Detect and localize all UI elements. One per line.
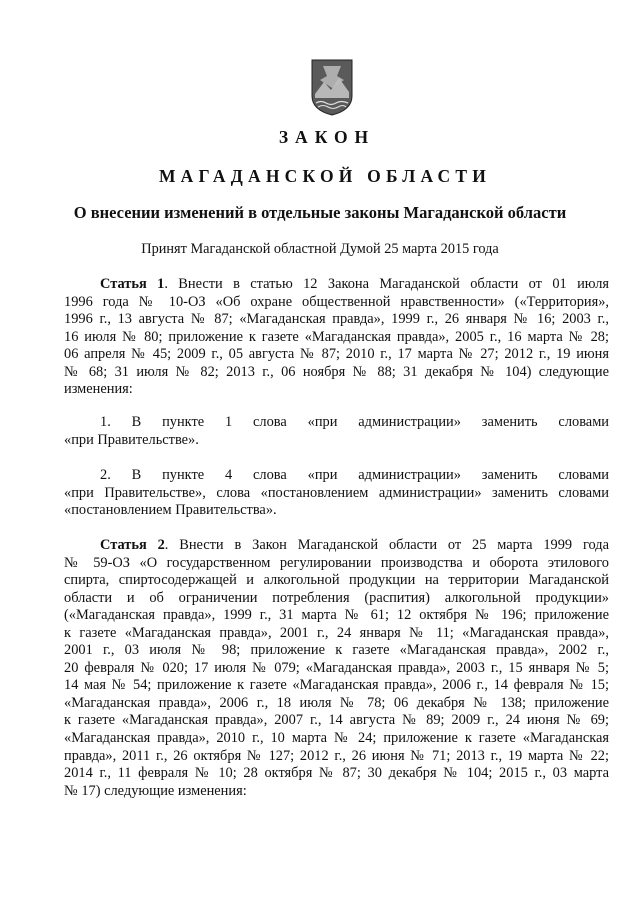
- article-1-item-2: [64, 467, 609, 520]
- article-2-line: «Магаданская правда», 2010 г., 10 марта № 24; приложение к газете «Магаданская: [64, 730, 609, 747]
- article-1-line: 1996 г., 13 августа № 87; «Магаданская правда», 1999 г., 26 января № 16; 2003 г.,: [64, 311, 609, 328]
- article-1-line: 16 июля № 80; приложение к газете «Магаданская правда», 2005 г., 16 марта № 28;: [64, 328, 609, 345]
- article-2-line: 20 февраля № 020; 17 июля № 079; «Магаданская правда», 2003 г., 15 января № 5;: [64, 659, 609, 676]
- article-2-label: Статья 2: [100, 537, 165, 553]
- article-2: [64, 537, 609, 800]
- coat-of-arms-emblem: [309, 58, 355, 116]
- article-1-line: № 68; 31 июля № 82; 2013 г., 06 ноября № 88; 31 декабря № 104) следующие: [64, 363, 609, 380]
- region-heading: МАГАДАНСКОЙ ОБЛАСТИ: [158, 166, 492, 186]
- article-1-item-1: [64, 414, 609, 449]
- article-2-line: 14 мая № 54; приложение к газете «Магаданская правда», 2006 г., 14 февраля № 15;: [64, 677, 609, 694]
- item-1-line: 1. В пункте 1 слова «при администрации» заменить словами: [100, 414, 609, 430]
- item-2-line: 2. В пункте 4 слова «при администрации» заменить словами: [100, 467, 609, 483]
- article-2-line: к газете «Магаданская правда», 2001 г., 24 января № 11; «Магаданская правда»,: [64, 624, 609, 641]
- article-2-line-1: Статья 2. Внести в Закон Магаданской области от 25 марта 1999 года: [100, 537, 609, 553]
- article-2-line: области и об ограничении потребления (распития) алкогольной продукции»: [64, 589, 609, 606]
- article-2-line: № 59-ОЗ «О государственном регулировании производства и оборота этилового: [64, 554, 609, 571]
- article-2-line: № 17) следующие изменения:: [64, 782, 247, 799]
- article-2-line: спирта, спиртосодержащей и алкогольной продукции на территории Магаданской: [64, 572, 609, 589]
- item-2-line: «постановлением Правительства».: [64, 502, 277, 519]
- article-2-line: 2001 г., 03 июля № 98; приложение к газете «Магаданская правда», 2002 г.,: [64, 642, 609, 659]
- item-1-line: «при Правительстве».: [64, 431, 199, 448]
- item-2-line: «при Правительстве», слова «постановлением администрации» заменить словами: [64, 484, 609, 501]
- law-title: О внесении изменений в отдельные законы Магаданской области: [73, 203, 567, 222]
- article-1: [64, 276, 609, 399]
- article-1-line: 06 апреля № 45; 2009 г., 05 августа № 87; 2010 г., 17 марта № 27; 2012 г., 19 июня: [64, 346, 609, 363]
- magadan-coat-of-arms-icon: [309, 58, 355, 116]
- article-2-line: правда», 2011 г., 26 октября № 127; 2012 г., 26 июня № 71; 2013 г., 19 марта № 22;: [64, 747, 609, 764]
- article-1-line: изменения:: [64, 381, 133, 398]
- article-2-line: («Магаданская правда», 1999 г., 31 марта № 61; 12 октября № 196; приложение: [64, 607, 609, 624]
- document-type-heading: ЗАКОН: [278, 127, 376, 147]
- adoption-line: Принят Магаданской областной Думой 25 марта 2015 года: [141, 241, 499, 257]
- article-2-line: «Магаданская правда», 2006 г., 18 июля № 78; 06 декабря № 138; приложение: [64, 694, 609, 711]
- article-1-line: 1996 года № 10-ОЗ «Об охране общественной нравственности» («Территория»,: [64, 293, 609, 310]
- article-1-line-1: Статья 1. Внести в статью 12 Закона Магаданской области от 01 июля: [100, 276, 609, 292]
- article-2-line: 2014 г., 11 февраля № 10; 28 октября № 87; 30 декабря № 104; 2015 г., 03 марта: [64, 765, 609, 782]
- article-2-line: к газете «Магаданская правда», 2007 г., 14 августа № 89; 2009 г., 24 июня № 69;: [64, 712, 609, 729]
- article-1-label: Статья 1: [100, 276, 165, 292]
